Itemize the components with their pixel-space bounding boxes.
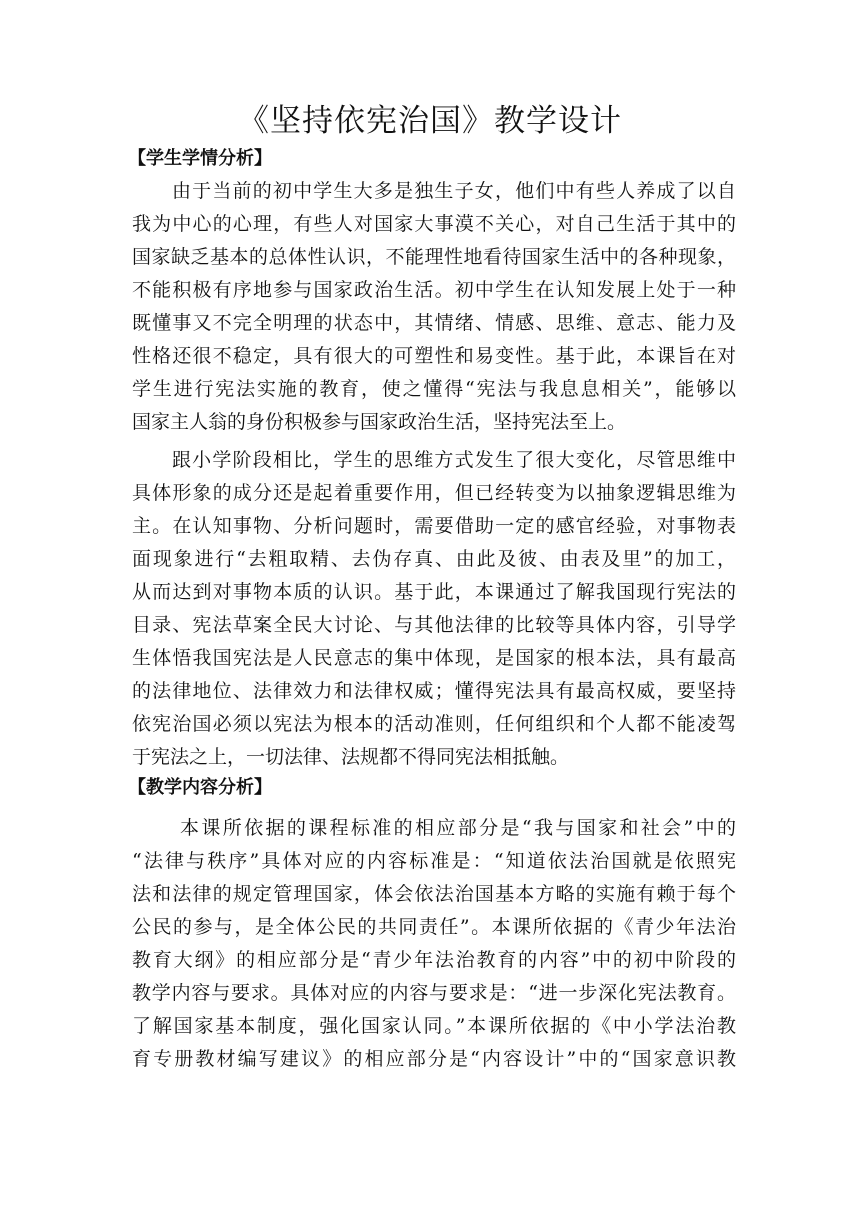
paragraph-line: 法和法律的规定管理国家，体会依法治国基本方略的实施有赖于每个	[132, 883, 736, 905]
paragraph-line: 学生进行宪法实施的教育，使之懂得“宪法与我息息相关”，能够以	[132, 378, 736, 400]
paragraph-line: 我为中心的心理，有些人对国家大事漠不关心，对自己生活于其中的	[132, 213, 736, 235]
paragraph-line: 教学内容与要求。具体对应的内容与要求是：“进一步深化宪法教育。	[132, 982, 736, 1004]
document-title: 《坚持依宪治国》教学设计	[238, 103, 622, 139]
section-heading-content-analysis: 【教学内容分析】	[128, 777, 272, 798]
paragraph-line: 教育大纲》的相应部分是“青少年法治教育的内容”中的初中阶段的	[132, 949, 736, 971]
paragraph-line: 性格还很不稳定，具有很大的可塑性和易变性。基于此，本课旨在对	[132, 345, 736, 367]
paragraph-line: 面现象进行“去粗取精、去伪存真、由此及彼、由表及里”的加工，	[132, 548, 736, 570]
paragraph-line: 跟小学阶段相比，学生的思维方式发生了很大变化，尽管思维中	[172, 449, 736, 471]
paragraph-line: 国家主人翁的身份积极参与国家政治生活，坚持宪法至上。	[132, 411, 627, 433]
paragraph-line: 目录、宪法草案全民大讨论、与其他法律的比较等具体内容，引导学	[132, 614, 736, 636]
paragraph-line: 从而达到对事物本质的认识。基于此，本课通过了解我国现行宪法的	[132, 581, 736, 603]
paragraph-line: 了解国家基本制度，强化国家认同。”本课所依据的《中小学法治教	[132, 1015, 736, 1037]
paragraph-line: 具体形象的成分还是起着重要作用，但已经转变为以抽象逻辑思维为	[132, 482, 736, 504]
paragraph-line: 公民的参与，是全体公民的共同责任”。本课所依据的《青少年法治	[132, 916, 736, 938]
section-heading-student-analysis: 【学生学情分析】	[128, 148, 272, 169]
paragraph-line: 不能积极有序地参与国家政治生活。初中学生在认知发展上处于一种	[132, 279, 736, 301]
paragraph-line: 国家缺乏基本的总体性认识，不能理性地看待国家生活中的各种现象，	[132, 246, 736, 268]
paragraph-line: 的法律地位、法律效力和法律权威；懂得宪法具有最高权威，要坚持	[132, 680, 736, 702]
paragraph-line: 主。在认知事物、分析问题时，需要借助一定的感官经验，对事物表	[132, 515, 736, 537]
paragraph-line: 由于当前的初中学生大多是独生子女，他们中有些人养成了以自	[172, 180, 736, 202]
paragraph-line: 育专册教材编写建议》的相应部分是“内容设计”中的“国家意识教	[132, 1048, 736, 1070]
paragraph-line: 依宪治国必须以宪法为根本的活动准则，任何组织和个人都不能凌驾	[132, 713, 736, 735]
paragraph-line: 本课所依据的课程标准的相应部分是“我与国家和社会”中的	[180, 817, 736, 839]
paragraph-line: “法律与秩序”具体对应的内容标准是：“知道依法治国就是依照宪	[132, 850, 736, 872]
paragraph-line: 既懂事又不完全明理的状态中，其情绪、情感、思维、意志、能力及	[132, 312, 736, 334]
paragraph-line: 生体悟我国宪法是人民意志的集中体现，是国家的根本法，具有最高	[132, 647, 736, 669]
paragraph-line: 于宪法之上，一切法律、法规都不得同宪法相抵触。	[132, 746, 570, 768]
